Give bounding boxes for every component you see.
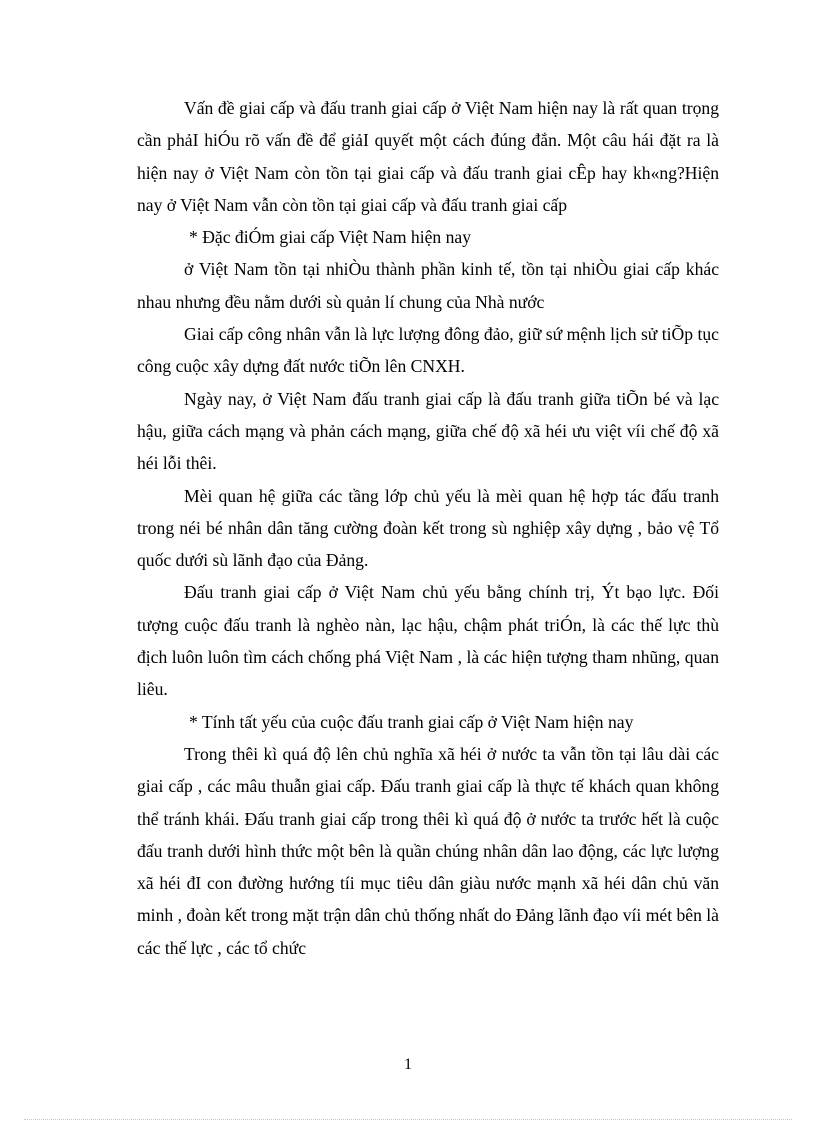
document-body (137, 92, 719, 964)
paragraph-struggle-methods: Đấu tranh giai cấp ở Việt Nam chủ yếu bằng chính trị, Ýt bạo lực. Đối tượng cuộc đấu tranh là nghèo nàn, lạc hậu, chậm phát triÓn, là các thế lực thù địch luôn luôn tìm cách chống phá Việt Nam , là các hiện tượng tham nhũng, quan liêu. (137, 582, 719, 700)
paragraph-class-struggle-today: Ngày nay, ở Việt Nam đấu tranh giai cấp là đấu tranh giữa tiÕn bé và lạc hậu, giữa cách mạng và phản cách mạng, giữa chế độ xã héi ưu việt víi chế độ xã héi lỗi thêi. (137, 388, 719, 474)
page-bottom-divider (24, 1119, 792, 1120)
paragraph-working-class: Giai cấp công nhân vẫn là lực lượng đông đảo, giữ sứ mệnh lịch sử tiÕp tục công cuộc xây dựng đất nước tiÕn lên CNXH. (137, 324, 719, 377)
section-heading-characteristics: * Đặc điÓm giai cấp Việt Nam hiện nay (189, 227, 471, 248)
page-number: 1 (404, 1056, 412, 1073)
section-heading-necessity: * Tính tất yếu của cuộc đấu tranh giai cấp ở Việt Nam hiện nay (189, 711, 634, 732)
paragraph-transition-period: Trong thêi kì quá độ lên chủ nghĩa xã héi ở nước ta vẫn tồn tại lâu dài các giai cấp , các mâu thuẫn giai cấp. Đấu tranh giai cấp là thực tế khách quan không thể tránh khái. Đấu tranh giai cấp trong thêi kì quá độ ở nước ta trước hết là cuộc đấu tranh dưới hình thức một bên là quần chúng nhân dân lao động, các lực lượng xã héi đI con đường hướng tíi mục tiêu dân giàu nước mạnh xã héi dân chủ văn minh , đoàn kết trong mặt trận dân chủ thống nhất do Đảng lãnh đạo víi mét bên là các thế lực , các tổ chức (137, 743, 719, 958)
paragraph-intro: Vấn đề giai cấp và đấu tranh giai cấp ở Việt Nam hiện nay là rất quan trọng cần phảI hiÓu rõ vấn đề để giảI quyết một cách đúng đắn. Một câu hái đặt ra là hiện nay ở Việt Nam còn tồn tại giai cấp và đấu tranh giai cÊp hay kh«ng?Hiện nay ở Việt Nam vẫn còn tồn tại giai cấp và đấu tranh giai cấp (137, 98, 719, 215)
paragraph-class-relations: Mèi quan hệ giữa các tầng lớp chủ yếu là mèi quan hệ hợp tác đấu tranh trong néi bé nhân dân tăng cường đoàn kết trong sù nghiệp xây dựng , bảo vệ Tổ quốc dưới sù lãnh đạo của Đảng. (137, 485, 719, 571)
paragraph-economic-sectors: ở Việt Nam tồn tại nhiÒu thành phần kinh tế, tồn tại nhiÒu giai cấp khác nhau nhưng đều nằm dưới sù quản lí chung của Nhà nước (137, 259, 719, 312)
